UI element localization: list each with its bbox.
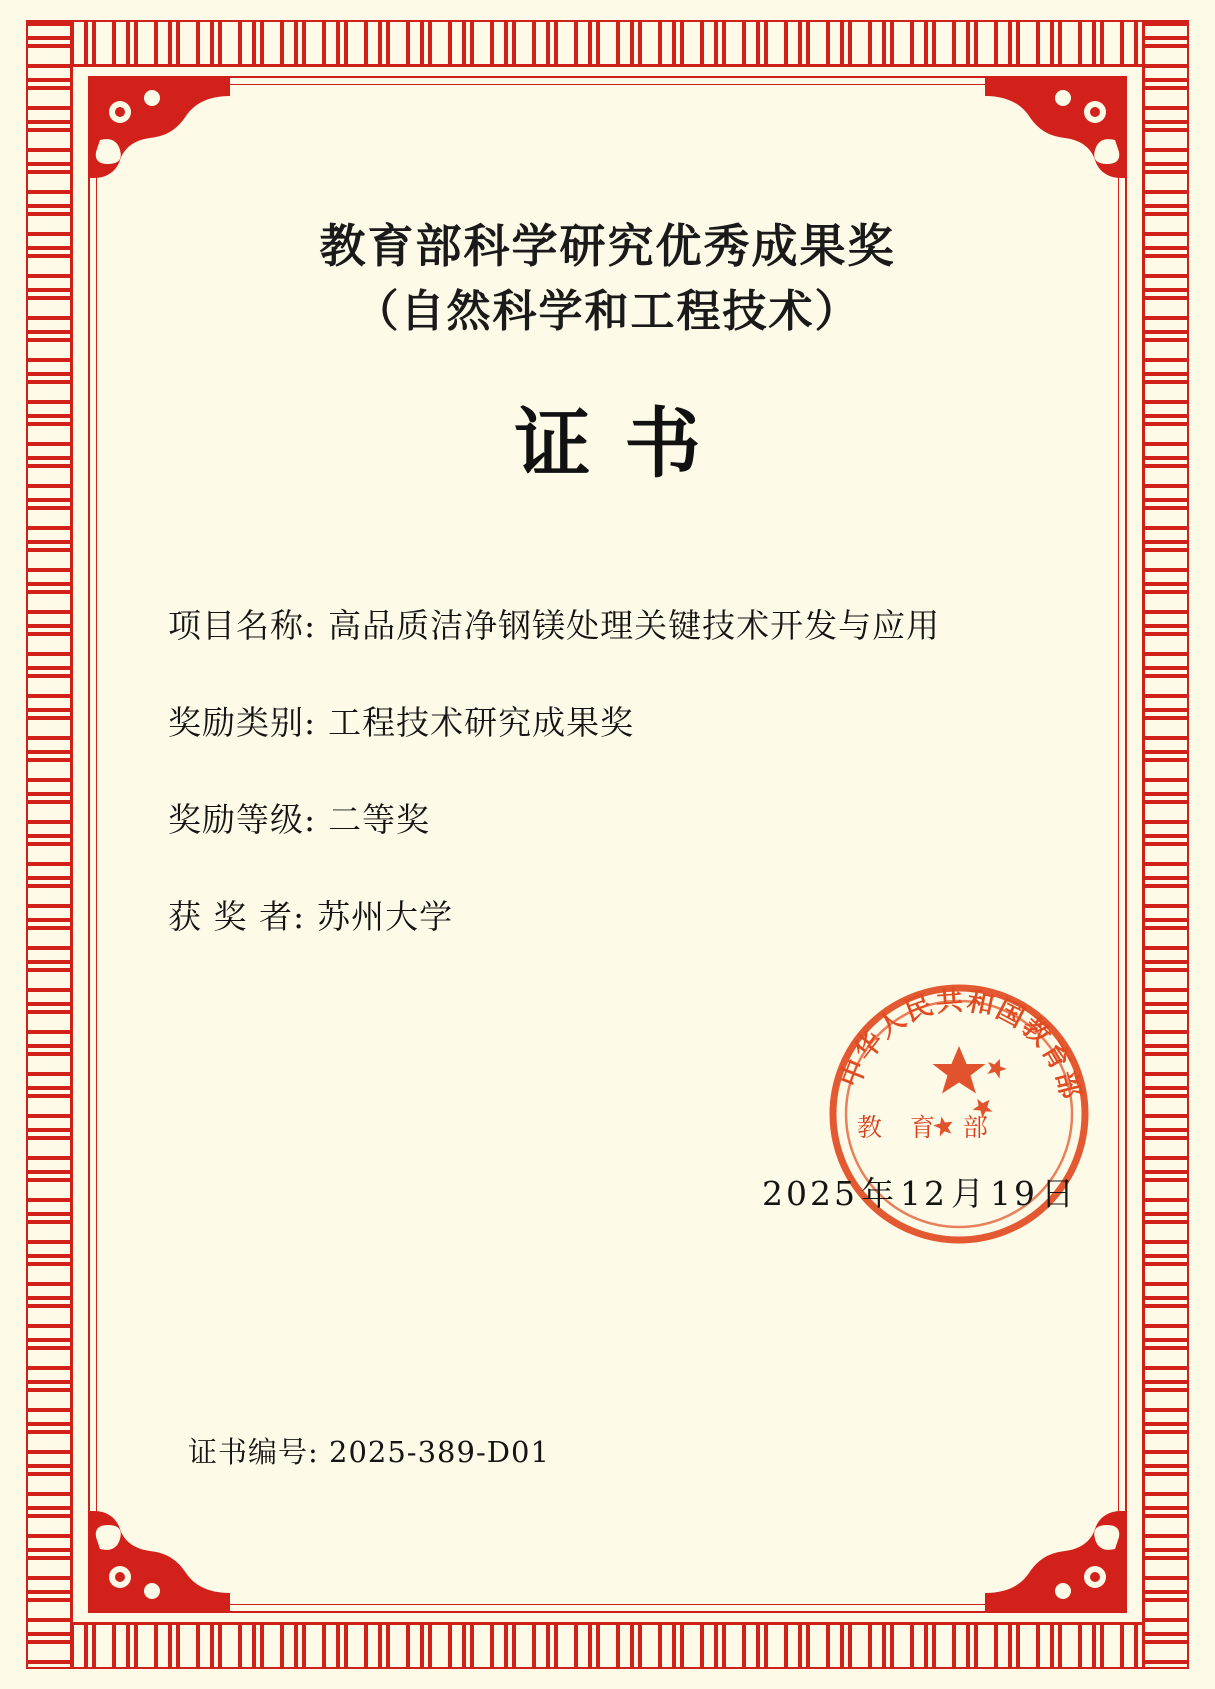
field-value: 高品质洁净钢镁处理关键技术开发与应用	[328, 605, 941, 645]
field-award-level	[168, 794, 1105, 841]
field-label: 项目名称:	[168, 605, 317, 645]
date-day-unit: 日	[1041, 1174, 1077, 1213]
field-value: 苏州大学	[317, 896, 454, 936]
meander-border-right	[1145, 22, 1187, 1667]
certificate-heading: 证书	[514, 398, 735, 488]
meander-border-top	[28, 22, 1187, 64]
field-value: 工程技术研究成果奖	[328, 702, 635, 742]
meander-border-left	[28, 22, 70, 1667]
certificate-fields	[110, 600, 1105, 938]
date-day: 19	[990, 1174, 1038, 1213]
field-label: 奖励等级:	[168, 799, 317, 839]
issue-date	[657, 1168, 1077, 1215]
page-title: 教育部科学研究优秀成果奖	[319, 219, 896, 273]
field-label: 获 奖 者:	[168, 896, 306, 936]
certificate-number-label: 证书编号:	[188, 1435, 319, 1469]
field-award-category	[168, 697, 1105, 744]
date-month-unit: 月	[951, 1174, 987, 1213]
field-project-name	[168, 600, 1105, 647]
field-awardee	[168, 891, 1105, 938]
field-value: 二等奖	[328, 799, 431, 839]
field-label: 奖励类别:	[168, 702, 317, 742]
seal-and-date-area	[657, 980, 1087, 1280]
date-month: 12	[900, 1174, 948, 1213]
svg-text:中华人民共和国教育部: 中华人民共和国教育部	[834, 985, 1087, 1104]
date-year-unit: 年	[861, 1174, 897, 1213]
date-year: 2025	[762, 1174, 858, 1213]
certificate-content	[110, 100, 1105, 1589]
meander-border-bottom	[28, 1625, 1187, 1667]
certificate-number-value: 2025-389-D01	[329, 1435, 550, 1469]
certificate-number	[188, 1430, 550, 1471]
seal-center-text: 教 育 部	[857, 1113, 998, 1142]
page-subtitle: （自然科学和工程技术）	[354, 285, 861, 337]
